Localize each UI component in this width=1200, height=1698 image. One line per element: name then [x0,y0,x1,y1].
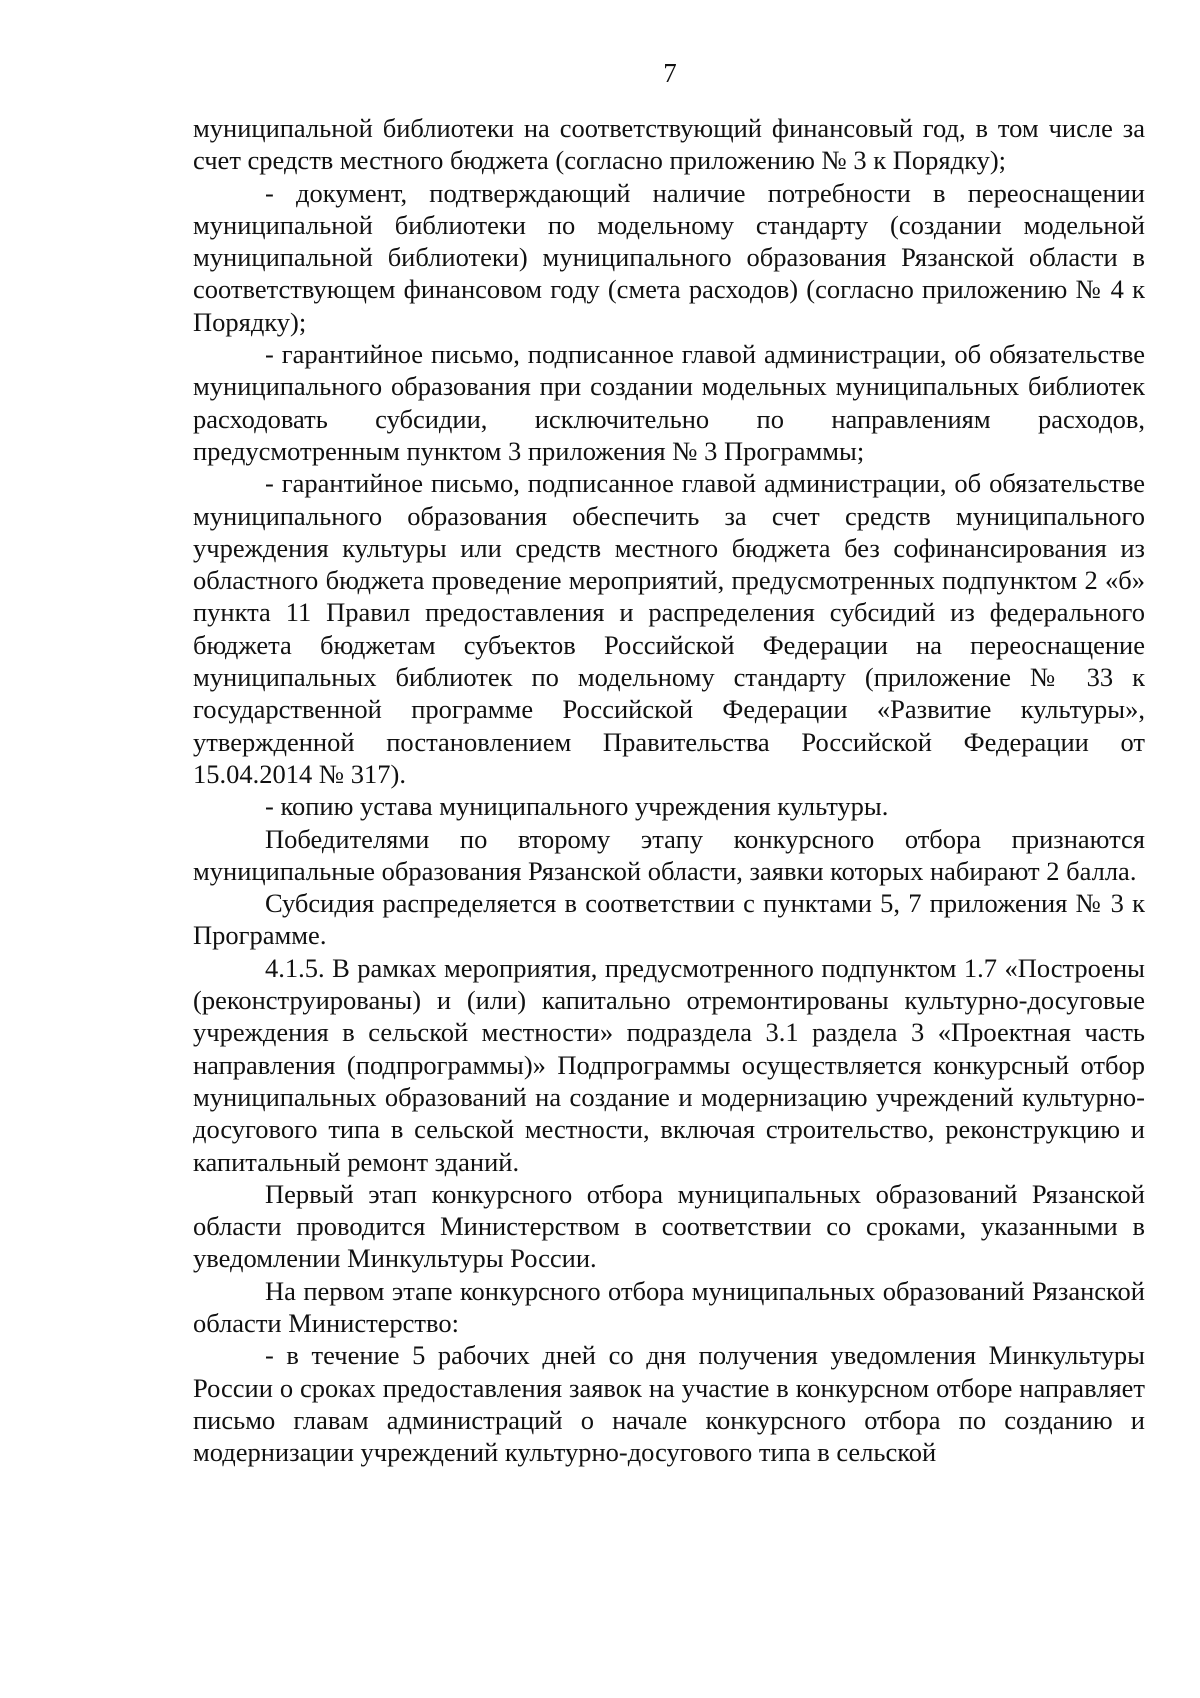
paragraph-first-stage: Первый этап конкурсного отбора муниципальных образований Рязанской области проводится Министерством в соответствии со сроками, указанными в уведомлении Минкультуры России. [193,1178,1145,1274]
paragraph-winners: Победителями по второму этапу конкурсного отбора признаются муниципальные образования Рязанской области, заявки которых набирают 2 балла. [193,823,1145,886]
list-item-guarantee-letter-cofinancing: - гарантийное письмо, подписанное главой администрации, об обязательстве муниципального образования обеспечить за счет средств муниципального учреждения культуры или средств местного бюджета без софинансирования из областного бюджета проведение мероприятий, предусмотренных подпунктом 2 «б» пункта 11 Правил предоставления и распределения субсидий из федерального бюджета бюджетам субъектов Российской Федерации на переоснащение муниципальных библиотек по модельному стандарту (приложение № 33 к государственной программе Российской Федерации «Развитие культуры», утвержденной постановлением Правительства Российской Федерации от 15.04.2014 № 317). [193,468,1145,789]
list-item-guarantee-letter-subsidies: - гарантийное письмо, подписанное главой администрации, об обязательстве муниципального образования при создании модельных муниципальных библиотек расходовать субсидии, исключительно по направлениям расходов, предусмотренным пунктом 3 приложения № 3 Программы; [193,339,1145,466]
paragraph-first-stage-ministry: На первом этапе конкурсного отбора муниципальных образований Рязанской области Министерство: [193,1275,1145,1338]
document-body [193,112,1145,1468]
list-item-charter-copy: - копию устава муниципального учреждения культуры. [265,791,889,822]
list-item-needs-document: - документ, подтверждающий наличие потребности в переоснащении муниципальной библиотеки по модельному стандарту (создании модельной муниципальной библиотеки) муниципального образования Рязанской области в соответствующем финансовом году (смета расходов) (согласно приложению № 4 к Порядку); [193,177,1145,337]
paragraph-continuation: муниципальной библиотеки на соответствующий финансовый год, в том числе за счет средств местного бюджета (согласно приложению № 3 к Порядку); [193,113,1145,176]
page-number: 7 [663,58,677,88]
paragraph-section-4-1-5: 4.1.5. В рамках мероприятия, предусмотренного подпунктом 1.7 «Построены (реконструированы) и (или) капитально отремонтированы культурно-досуговые учреждения в сельской местности» подраздела 3.1 раздела 3 «Проектная часть направления (подпрограммы)» Подпрограммы осуществляется конкурсный отбор муниципальных образований на создание и модернизацию учреждений культурно-досугового типа в сельской местности, включая строительство, реконструкцию и капитальный ремонт зданий. [193,952,1145,1177]
paragraph-subsidy-distribution: Субсидия распределяется в соответствии с пунктами 5, 7 приложения № 3 к Программе. [193,888,1145,951]
list-item-notification: - в течение 5 рабочих дней со дня получения уведомления Минкультуры России о сроках предоставления заявок на участие в конкурсном отборе направляет письмо главам администраций о начале конкурсного отбора по созданию и модернизации учреждений культурно-досугового типа в сельской [193,1340,1145,1468]
